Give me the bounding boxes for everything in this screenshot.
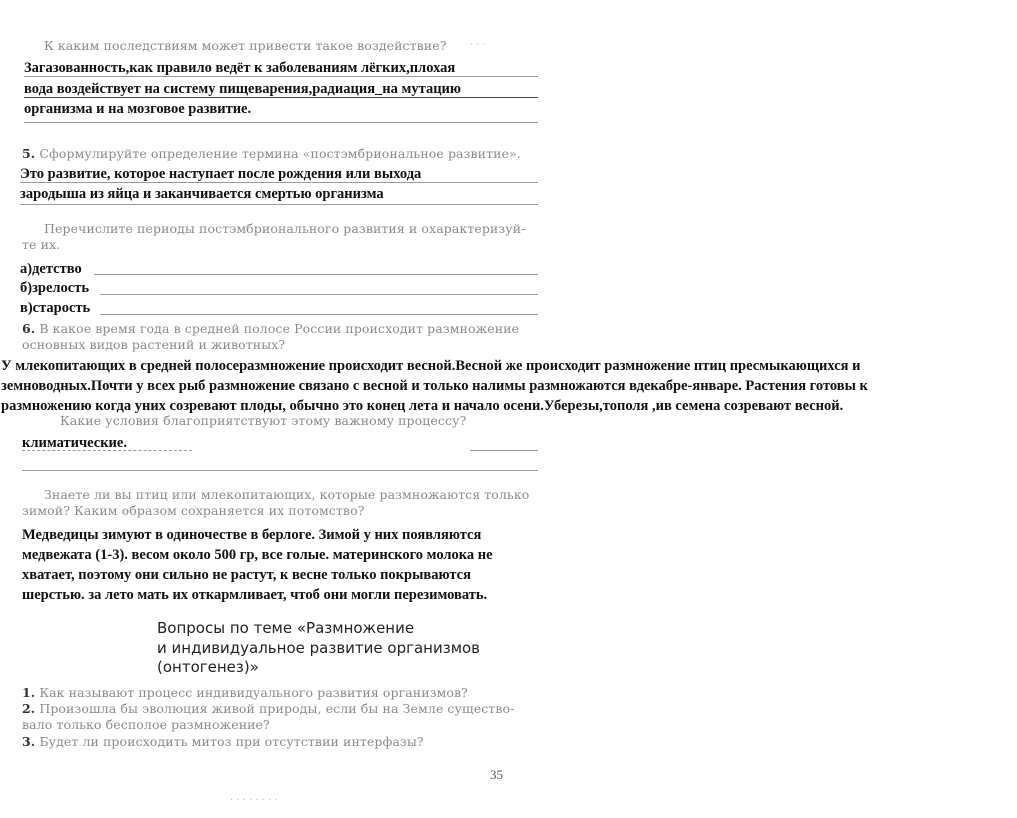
- answer-winter-line-1: Медведицы зимуют в одиночестве в берлоге. Зимой у них появляются: [22, 527, 482, 543]
- question-number: 6.: [22, 321, 36, 336]
- answer-6-line-3: размножению когда униx созревают плоды, обычно это конец лета и начало осени.Уберезы,тополя ,ив семена созревают весной.: [1, 398, 844, 414]
- question-5: [22, 146, 521, 161]
- question-text: Сформулируйте определение термина «постэмбриональное развитие».: [39, 146, 521, 161]
- question-periods-line-2: те их.: [22, 237, 61, 252]
- rule-line: [20, 182, 538, 183]
- section-title-line-1: Вопросы по теме «Размножение: [157, 619, 415, 637]
- rule-line: [24, 76, 538, 77]
- answer-5-line-2: зародыша из яйца и заканчивается смертью организма: [20, 186, 384, 202]
- question-winter-line-1: Знаете ли вы птиц или млекопитающих, которые размножаются только: [44, 487, 530, 502]
- answer-winter-line-4: шерстью. за лето мать их откармливает, чтоб они могли перезимовать.: [22, 587, 488, 603]
- question-conditions: Какие условия благоприятствуют этому важному процессу?: [60, 413, 467, 428]
- question-text: Как называют процесс индивидуального развития организмов?: [39, 685, 468, 700]
- question-3: [22, 734, 424, 749]
- scan-dots: · · ·: [470, 40, 486, 51]
- rule-line: [22, 470, 538, 471]
- answer-5-line-1: Это развитие, которое наступает после рождения или выхода: [20, 166, 422, 182]
- answer-period-3: в)старость: [20, 300, 91, 316]
- question-6-line-1: [22, 321, 519, 336]
- question-number: 1.: [22, 685, 36, 700]
- question-text: В какое время года в средней полосе России происходит размножение: [39, 321, 520, 336]
- question-winter-line-2: зимой? Каким образом сохраняется их потомство?: [22, 503, 365, 518]
- scan-dots: · · · · · · · ·: [230, 795, 278, 806]
- answer-effects-line-1: Загазованность,как правило ведёт к заболеваниям лёгких,плохая: [24, 60, 456, 76]
- question-6-line-2: основных видов растений и животных?: [22, 337, 286, 352]
- rule-line: [100, 294, 538, 295]
- answer-effects-line-3: организма и на мозговое развитие.: [24, 101, 252, 117]
- section-title-line-2: и индивидуальное развитие организмов: [157, 638, 481, 657]
- rule-line: [20, 204, 538, 205]
- answer-winter-line-3: хватает, поэтому они сильно не растут, к весне только покрываются: [22, 567, 471, 583]
- question-effects: К каким последствиям может привести такое воздействие?: [44, 38, 447, 53]
- rule-line: [24, 122, 538, 123]
- rule-line: [24, 97, 538, 98]
- question-2-continued: вало только бесполое размножение?: [22, 717, 270, 732]
- rule-line: [22, 450, 192, 451]
- question-periods-line-1: Перечислите периоды постэмбрионального развития и охарактеризуй-: [44, 221, 526, 236]
- question-number: 2.: [22, 701, 36, 716]
- answer-period-2: б)зрелость: [20, 280, 90, 296]
- question-2: [22, 701, 514, 716]
- question-1: [22, 685, 468, 700]
- answer-6-line-2: земноводных.Почти у всех рыб размножение связано с весной и только налимы размножаются вдекабре-январе. Растения готовы к: [1, 378, 868, 394]
- section-title: [157, 619, 480, 678]
- page-number: 35: [490, 767, 503, 782]
- rule-line: [94, 274, 538, 275]
- answer-winter-line-2: медвежата (1-3). весом около 500 гр, все голые. материнского молока не: [22, 547, 493, 563]
- question-number: 3.: [22, 734, 36, 749]
- section-title-line-3: (онтогенез)»: [157, 658, 259, 676]
- rule-line: [100, 314, 538, 315]
- question-number: 5.: [22, 146, 36, 161]
- question-text: Будет ли происходить митоз при отсутствии интерфазы?: [39, 734, 424, 749]
- answer-period-1: а)детство: [20, 261, 82, 277]
- answer-conditions: климатические.: [22, 435, 127, 451]
- answer-effects-line-2: вода воздействует на систему пищеварения,радиация_на мутацию: [24, 81, 461, 97]
- rule-line: [470, 450, 538, 451]
- question-text: Произошла бы эволюция живой природы, если бы на Земле существо-: [39, 701, 515, 716]
- answer-6-line-1: У млекопитающих в средней полосеразмножение происходит весной.Весной же происходит размножение птиц пресмыкающихся и: [1, 358, 861, 374]
